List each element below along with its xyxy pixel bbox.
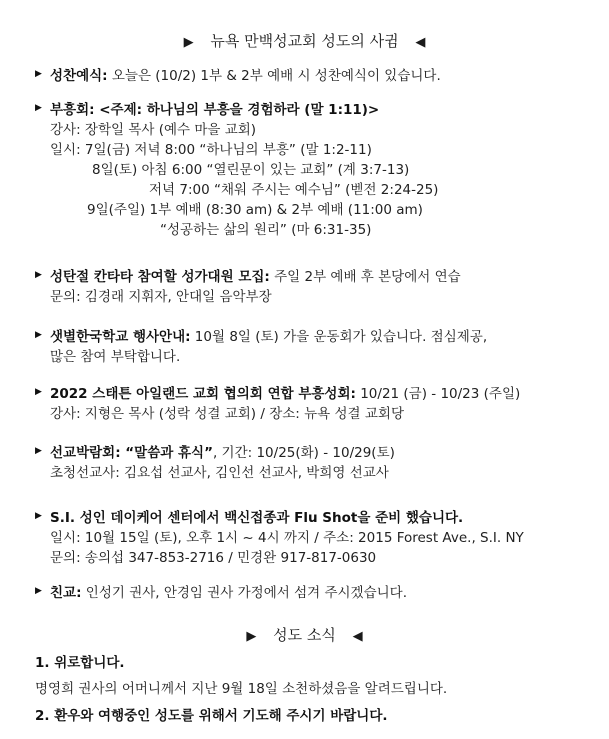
triangle-right-icon: ▶	[246, 629, 257, 644]
bullet-icon: ▶	[35, 103, 42, 113]
news-item-title: 2. 환우와 여행중인 성도를 위해서 기도해 주시기 바랍니다.	[35, 708, 388, 724]
mission-missionaries: 초청선교사: 김요섭 선교사, 김인선 선교사, 박희영 선교사	[50, 465, 389, 481]
announcement-text: 10/21 (금) - 10/23 (주일)	[355, 386, 521, 402]
revival-schedule-line: 저녁 7:00 “채워 주시는 예수님” (벧전 2:24-25)	[149, 182, 439, 198]
bullet-icon: ▶	[35, 330, 42, 340]
news-item-text: 명영희 권사의 어머니께서 지난 9월 18일 소천하셨음을 알려드립니다.	[35, 681, 448, 697]
revival-speaker: 강사: 장학일 목사 (예수 마을 교회)	[50, 122, 257, 138]
announcement-line	[50, 385, 520, 403]
bullet-icon: ▶	[35, 586, 42, 596]
announcement-line	[50, 444, 395, 462]
announcement-label: 성탄절 칸타타 참여할 성가대원 모집:	[50, 269, 270, 285]
announcement-text: 주일 2부 예배 후 본당에서 연습	[269, 269, 461, 285]
announcement-label: 부흥회:	[50, 102, 95, 118]
news-item-title: 1. 위로합니다.	[35, 655, 125, 671]
announcement-line	[50, 509, 463, 527]
triangle-left-icon: ◀	[415, 35, 426, 50]
announcement-label: 성찬예식:	[50, 68, 108, 84]
bullet-icon: ▶	[35, 69, 42, 79]
announcement-text-continued: 많은 참여 부탁합니다.	[50, 349, 181, 365]
announcement-line	[50, 101, 379, 119]
section-header-news	[0, 624, 609, 645]
section-title: 성도 소식	[273, 626, 336, 644]
announcement-label: 친교:	[50, 585, 82, 601]
announcement-line	[50, 584, 407, 602]
section-header-fellowship	[0, 30, 609, 51]
choir-contact: 문의: 김경래 지휘자, 안대일 음악부장	[50, 289, 272, 305]
revival-schedule-line: 9일(주일) 1부 예배 (8:30 am) & 2부 예배 (11:00 am)	[87, 202, 423, 218]
announcement-line	[50, 67, 441, 85]
revival-schedule-line: 8일(토) 아침 6:00 “열린문이 있는 교회” (계 3:7-13)	[92, 162, 410, 178]
bullet-icon: ▶	[35, 387, 42, 397]
staten-speaker: 강사: 지형은 목사 (성락 성결 교회) / 장소: 뉴욕 성결 교회당	[50, 406, 404, 422]
announcement-text: 10월 8일 (토) 가을 운동회가 있습니다. 점심제공,	[190, 329, 488, 345]
announcement-label: 선교박람회: “말씀과 휴식”	[50, 445, 213, 461]
revival-theme: <주제: 하나님의 부흥을 경험하라 (말 1:11)>	[94, 102, 380, 118]
bullet-icon: ▶	[35, 446, 42, 456]
triangle-right-icon: ▶	[183, 35, 194, 50]
announcement-text: , 기간: 10/25(화) - 10/29(토)	[212, 445, 395, 461]
announcement-line	[50, 268, 461, 286]
announcement-text: 오늘은 (10/2) 1부 & 2부 예배 시 성찬예식이 있습니다.	[107, 68, 441, 84]
announcement-line	[50, 328, 487, 346]
announcement-label: 2022 스태튼 아일랜드 교회 협의회 연합 부흥성회:	[50, 386, 356, 402]
announcement-label: 샛별한국학교 행사안내:	[50, 329, 191, 345]
bullet-icon: ▶	[35, 270, 42, 280]
daycare-when: 일시: 10월 15일 (토), 오후 1시 ~ 4시 까지 / 주소: 2015 Forest Ave., S.I. NY	[50, 530, 524, 546]
revival-schedule-line: 일시: 7일(금) 저녁 8:00 “하나님의 부흥” (말 1:2-11)	[50, 142, 372, 158]
announcement-text: 인성기 권사, 안경임 권사 가정에서 섬겨 주시겠습니다.	[81, 585, 408, 601]
triangle-left-icon: ◀	[352, 629, 363, 644]
section-title: 뉴욕 만백성교회 성도의 사귐	[210, 32, 399, 50]
daycare-contact: 문의: 송의섭 347-853-2716 / 민경완 917-817-0630	[50, 550, 377, 566]
announcement-label: S.I. 성인 데이케어 센터에서 백신접종과 Flu Shot을 준비 했습니다.	[50, 510, 464, 526]
bullet-icon: ▶	[35, 511, 42, 521]
revival-schedule-line: “성공하는 삶의 원리” (마 6:31-35)	[160, 222, 372, 238]
